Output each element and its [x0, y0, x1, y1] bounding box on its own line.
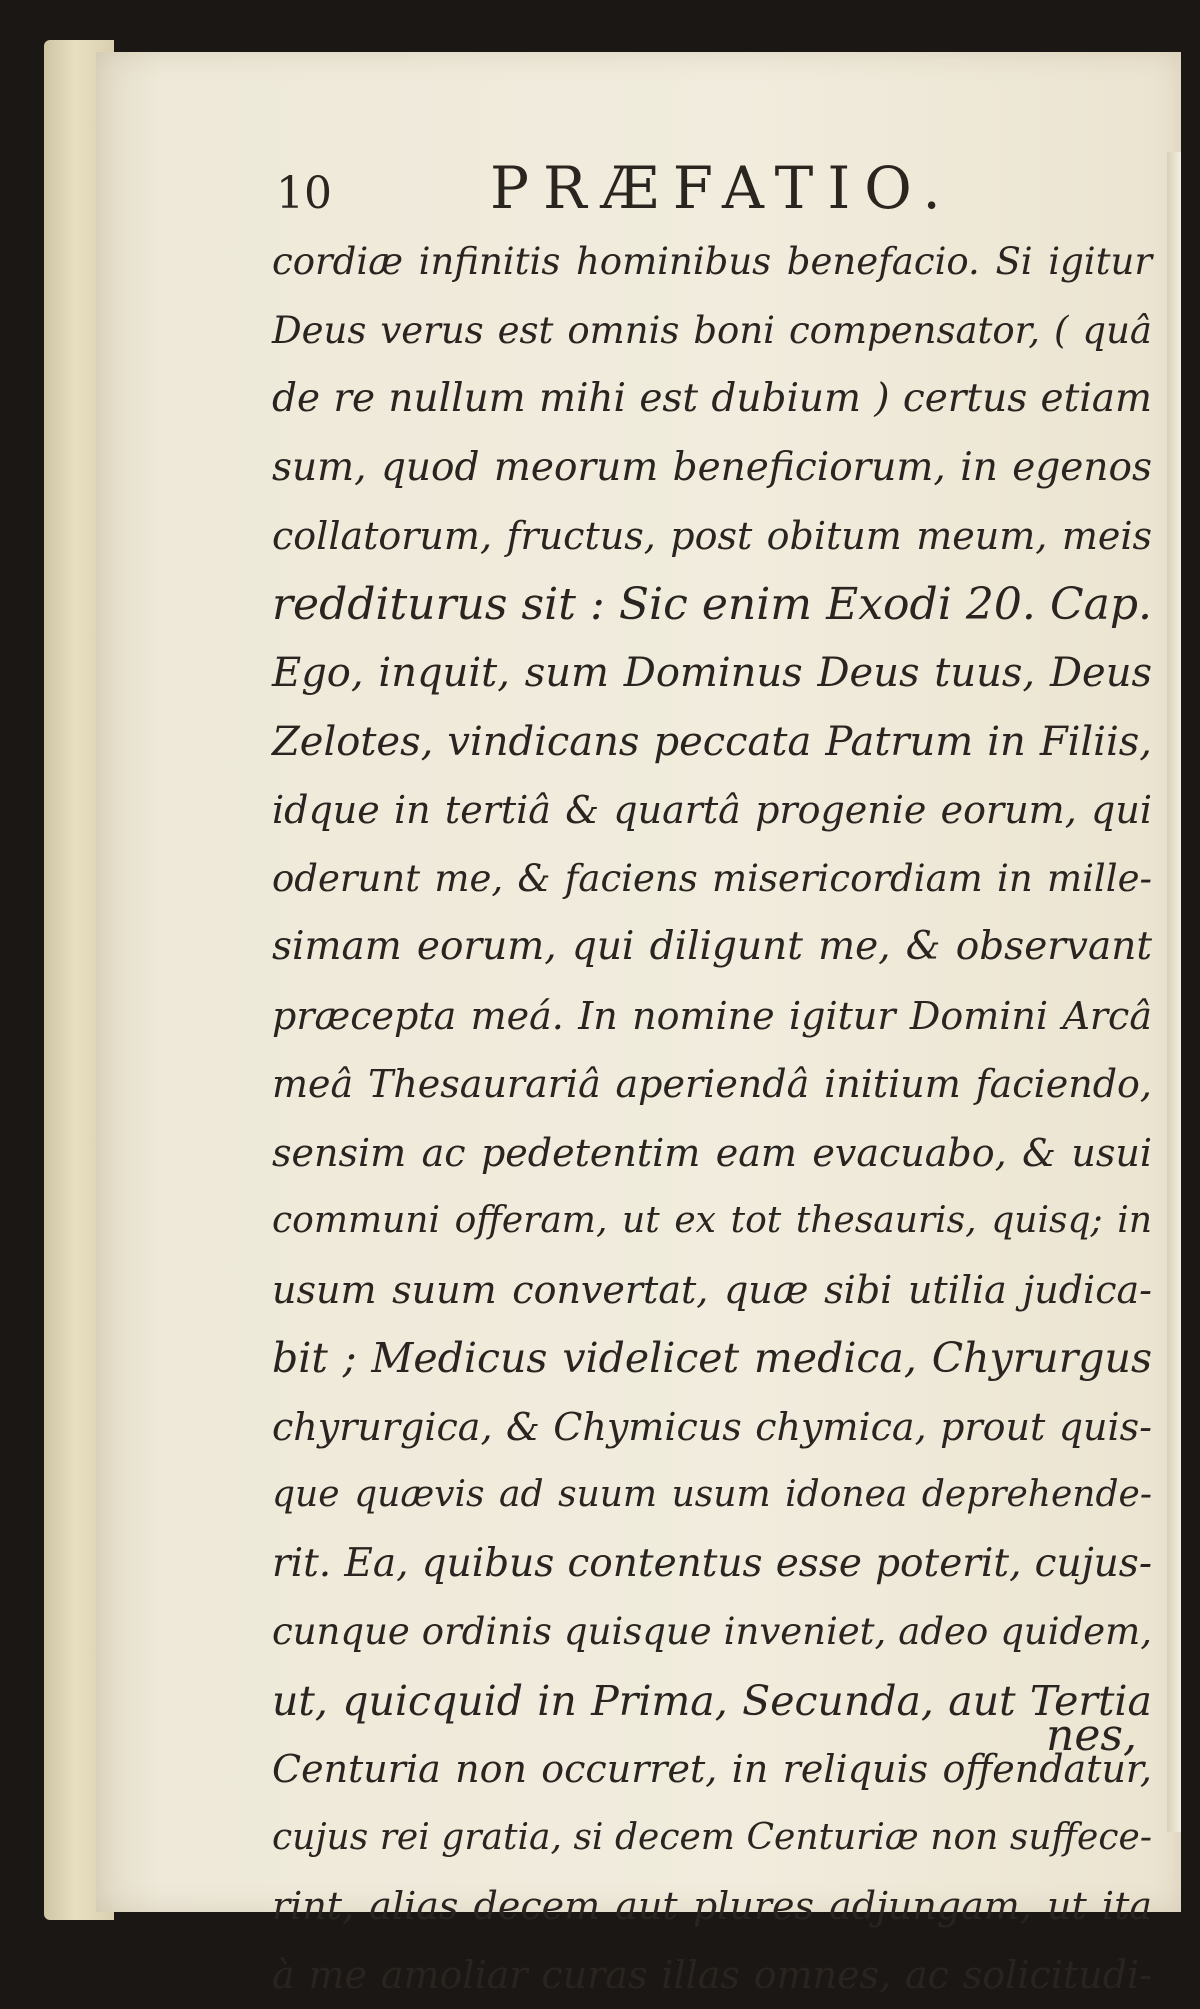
text-line: sensim ac pedetentim eam evacuabo, & usui: [272, 1119, 1152, 1188]
text-line: bit ; Medicus videlicet medica, Chyrurgus: [272, 1324, 1152, 1393]
catchword: nes,: [1046, 1710, 1137, 1761]
page-number: 10: [276, 168, 332, 219]
text-line: cunque ordinis quisque inveniet, adeo quidem,: [272, 1598, 1152, 1667]
text-line: cordiæ infinitis hominibus benefacio. Si igitur: [272, 228, 1152, 297]
text-line: idque in tertiâ & quartâ progenie eorum, qui: [272, 776, 1152, 845]
text-line: Deus verus est omnis boni compensator, ( quâ: [272, 297, 1152, 366]
text-line: meâ Thesaurariâ aperiendâ initium faciendo,: [272, 1050, 1152, 1119]
text-line: à me amoliar curas illas omnes, ac solicitudi-: [272, 1941, 1152, 2009]
text-line: simam eorum, qui diligunt me, & observant: [272, 913, 1152, 982]
text-line: præcepta meá. In nomine igitur Domini Arcâ: [272, 982, 1152, 1051]
text-line: Centuria non occurret, in reliquis offendatur,: [272, 1735, 1152, 1804]
text-line: ut, quicquid in Prima, Secunda, aut Tertia: [272, 1667, 1152, 1736]
text-line: que quævis ad suum usum idonea deprehende-: [272, 1461, 1152, 1530]
text-line: sum, quod meorum beneficiorum, in egenos: [272, 434, 1152, 503]
text-line: oderunt me, & faciens misericordiam in mille-: [272, 845, 1152, 914]
text-line: Ego, inquit, sum Dominus Deus tuus, Deus: [272, 639, 1152, 708]
text-line: redditurus sit : Sic enim Exodi 20. Cap.: [272, 571, 1152, 640]
page-header: [180, 150, 1000, 230]
text-line: de re nullum mihi est dubium ) certus etiam: [272, 365, 1152, 434]
text-line: Zelotes, vindicans peccata Patrum in Filiis,: [272, 708, 1152, 777]
text-line: usum suum convertat, quæ sibi utilia judica-: [272, 1256, 1152, 1325]
text-line: collatorum, fructus, post obitum meum, meis: [272, 502, 1152, 571]
text-line: rit. Ea, quibus contentus esse poterit, cujus-: [272, 1530, 1152, 1599]
page-edge: [1167, 152, 1181, 1832]
text-line: rint, alias decem aut plures adjungam, ut ita: [272, 1872, 1152, 1941]
text-line: communi offeram, ut ex tot thesauris, quisq; in: [272, 1187, 1152, 1256]
body-text: [272, 228, 1152, 2009]
text-line: chyrurgica, & Chymicus chymica, prout quis-: [272, 1393, 1152, 1462]
text-line: cujus rei gratia, si decem Centuriæ non suffece-: [272, 1804, 1152, 1873]
running-title: PRÆFATIO.: [490, 154, 955, 222]
